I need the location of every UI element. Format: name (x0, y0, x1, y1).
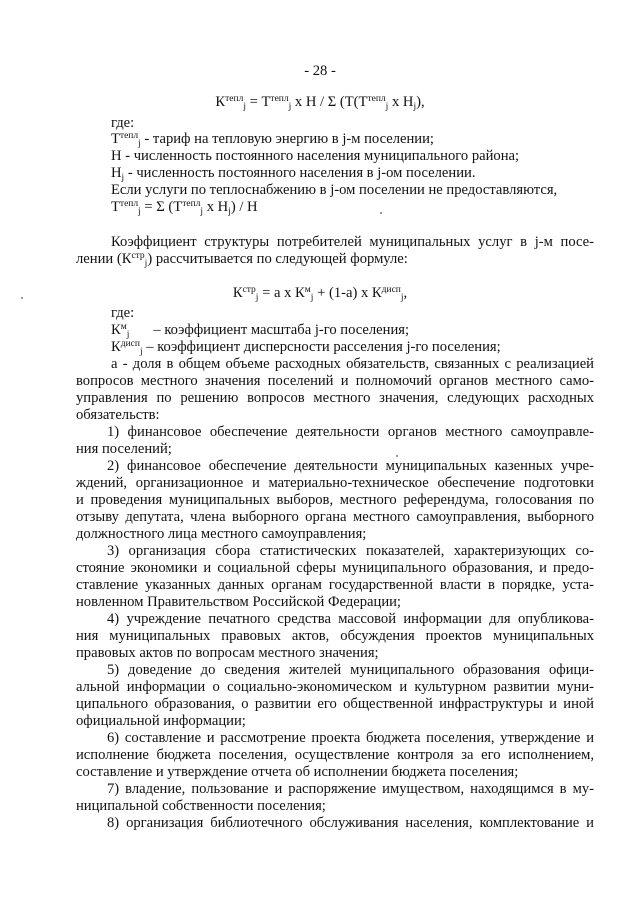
condition-text: Если услуги по теплоснабжению в j-ом поселении не предоставляются, (111, 182, 558, 198)
obligation-item-7: 7) владение, пользование и распоряжение имуществом, находящимся в му- (107, 781, 594, 797)
share-paragraph-line: вопросов местного значения поселений и полномочий органов местного само- (76, 373, 594, 389)
obligation-item-4-cont: правовых актов по вопросам местного значения; (76, 645, 379, 661)
settlement-population-definition: $Н_j$ - численность постоянного населения в j-ом поселении. (111, 165, 476, 183)
where-label-2: где: (111, 305, 135, 321)
obligation-item-2-cont: должностного лица местного самоуправления; (76, 526, 367, 542)
obligation-item-2: 2) финансовое обеспечение деятельности муниципальных казенных учре- (107, 458, 594, 474)
obligation-item-4: 4) учреждение печатного средства массовой информации для опубликова- (107, 611, 594, 627)
structure-coefficient-paragraph: Коэффициент структуры потребителей муниципальных услуг в j-м посе- (111, 234, 594, 250)
page-number: - 28 - (304, 63, 336, 79)
dispersion-coefficient-definition: $К^{дисп}_j$ – коэффициент дисперсности расселения j-го поселения; (111, 339, 501, 357)
obligation-item-6-cont: исполнение бюджета поселения, осуществление контроля за его исполнением, (76, 747, 594, 763)
obligation-item-3-cont: новленном Правительством Российской Федерации; (76, 594, 401, 610)
scan-speck (21, 297, 23, 299)
obligation-item-2-cont: отзыву депутата, члена выборного органа местного самоуправления, выборного (76, 509, 594, 525)
share-paragraph-line: а - доля в общем объеме расходных обязательств, связанных с реализацией (111, 356, 594, 372)
obligation-item-3-cont: ставление указанных данных органам государственной власти в порядке, уста- (76, 577, 594, 593)
share-paragraph-line: управления по решению вопросов местного значения, следующих расходных (76, 390, 594, 406)
obligation-item-3: 3) организация сбора статистических показателей, характеризующих со- (107, 543, 594, 559)
scale-coefficient-definition: $К^м_j$ – коэффициент масштаба j-го поселения; (111, 322, 410, 340)
share-paragraph-line: обязательств: (76, 407, 160, 423)
obligation-item-8: 8) организация библиотечного обслуживания населения, комплектование и (107, 815, 594, 831)
obligation-item-7-cont: ниципальной собственности поселения; (76, 798, 326, 814)
obligation-item-4-cont: ния муниципальных правовых актов, обсуждения проектов муниципальных (76, 628, 594, 644)
obligation-item-2-cont: и проведения муниципальных выборов, местного референдума, голосования по (76, 492, 594, 508)
heat-coefficient-formula: $К^{тепл}_j = Т^{тепл}_j$ х Н / Σ ($Т(Т^{тепл}_j$ х $Н_j$), (215, 94, 425, 112)
structure-coefficient-paragraph-cont: лении $(К^{стр}_j)$ рассчитывается по следующей формуле: (76, 251, 408, 269)
obligation-item-5-cont: ципального образования, о развитии его общественной инфраструктуры и иной (76, 696, 594, 712)
obligation-item-1-cont: ния поселений; (76, 441, 172, 457)
obligation-item-3-cont: стояние экономики и социальной сферы муниципального образования, и предо- (76, 560, 594, 576)
obligation-item-5: 5) доведение до сведения жителей муниципального образования офици- (107, 662, 594, 678)
scan-speck (396, 455, 398, 457)
obligation-item-6-cont: составление и утверждение отчета об исполнении бюджета поселения; (76, 764, 519, 780)
obligation-item-5-cont: альной информации о социально-экономическом и культурном развитии муни- (76, 679, 594, 695)
population-definition: Н - численность постоянного населения муниципального района; (111, 148, 520, 164)
obligation-item-6: 6) составление и рассмотрение проекта бюджета поселения, утверждение и (107, 730, 594, 746)
where-label: где: (111, 115, 135, 131)
obligation-item-2-cont: ждений, организационное и материально-техническое обеспечение подготовки (76, 475, 594, 491)
scan-speck (380, 212, 382, 214)
alternative-tariff-formula: $Т^{тепл}_j = \Sigma$ ($Т^{тепл}_j$ х $Н_j$) / Н (111, 199, 258, 217)
tariff-definition: $Т^{тепл}_j$ - тариф на тепловую энергию в j-м поселении; (111, 131, 434, 149)
structure-coefficient-formula: $К^{стр}_j = а$ х $К^м_j + (1-а)$ х $К^{дисп}_j$, (232, 285, 408, 303)
obligation-item-1: 1) финансовое обеспечение деятельности органов местного самоуправле- (107, 424, 594, 440)
obligation-item-5-cont: официальной информации; (76, 713, 246, 729)
